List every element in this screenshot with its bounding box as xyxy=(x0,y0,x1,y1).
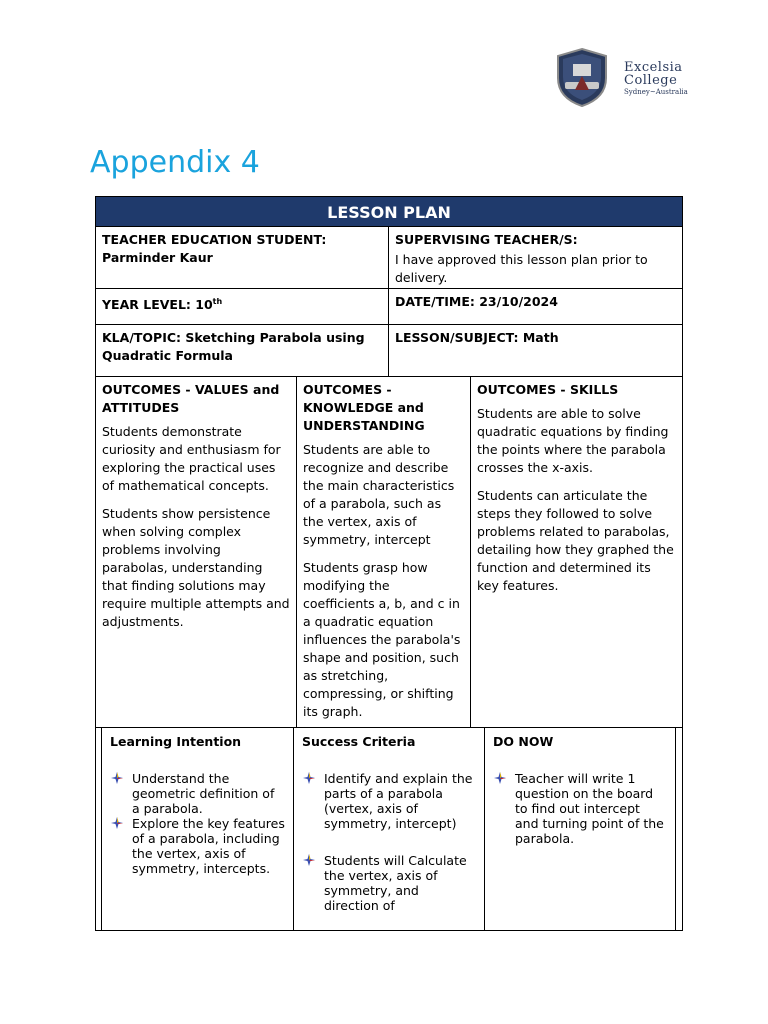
datetime: DATE/TIME: 23/10/2024 xyxy=(395,294,558,309)
logo-line-1: Excelsia xyxy=(624,60,683,75)
list-item xyxy=(110,771,285,816)
lesson-plan-header: LESSON PLAN xyxy=(95,196,683,227)
bullet-star-icon xyxy=(493,771,507,785)
do-now-item: Teacher will write 1 question on the board to find out intercept and turning point of the parabola. xyxy=(515,771,664,846)
appendix-title: Appendix 4 xyxy=(90,145,260,180)
success-criteria-title: Success Criteria xyxy=(302,734,416,749)
college-logo xyxy=(551,46,686,108)
learning-intention-item: Understand the geometric definition of a parabola. xyxy=(132,771,275,816)
supervising-label: SUPERVISING TEACHER/S: xyxy=(395,232,578,247)
kla-topic-cell xyxy=(95,324,389,377)
teacher-student-label: TEACHER EDUCATION STUDENT: xyxy=(102,232,327,247)
year-level-cell xyxy=(95,288,389,325)
outcomes-skills-cell xyxy=(470,376,683,728)
lesson-subject-cell xyxy=(388,324,683,377)
outcomes-values-paragraph: Students demonstrate curiosity and enthusiasm for exploring the practical uses of mathematical concepts. xyxy=(102,424,281,493)
lesson-subject: LESSON/SUBJECT: Math xyxy=(395,330,559,345)
list-item xyxy=(110,816,285,876)
outcomes-skills-title: OUTCOMES - SKILLS xyxy=(477,382,619,397)
logo-line-3: Sydney~Australia xyxy=(624,88,688,96)
kla-topic: KLA/TOPIC: Sketching Parabola using Quadratic Formula xyxy=(102,330,365,363)
logo-line-2: College xyxy=(624,73,678,88)
year-level: YEAR LEVEL: 10 xyxy=(102,297,213,313)
supervising-text: I have approved this lesson plan prior to delivery. xyxy=(395,252,648,285)
success-criteria-cell xyxy=(293,727,485,931)
bullet-star-icon xyxy=(110,816,124,830)
outcomes-skills-paragraph: Students are able to solve quadratic equations by finding the points where the parabola crosses the x-axis. xyxy=(477,406,669,475)
outcomes-values-title: OUTCOMES - VALUES and ATTITUDES xyxy=(102,382,280,415)
learning-intention-item: Explore the key features of a parabola, including the vertex, axis of symmetry, intercepts. xyxy=(132,816,285,876)
success-criteria-item: Students will Calculate the vertex, axis of symmetry, and direction of xyxy=(324,853,467,913)
list-item xyxy=(302,771,476,831)
outcomes-values-cell xyxy=(95,376,297,728)
bullet-star-icon xyxy=(110,771,124,785)
supervising-cell xyxy=(388,226,683,289)
teacher-student-cell xyxy=(95,226,389,289)
outcomes-knowledge-title: OUTCOMES - KNOWLEDGE and UNDERSTANDING xyxy=(303,382,425,433)
outcomes-values-paragraph: Students show persistence when solving complex problems involving parabolas, understanding that finding solutions may require multiple attempts and adjustments. xyxy=(102,506,290,629)
teacher-student-name: Parminder Kaur xyxy=(102,250,213,265)
crest-icon xyxy=(551,46,613,108)
list-item xyxy=(493,771,667,846)
outcomes-knowledge-paragraph: Students are able to recognize and describe the main characteristics of a parabola, such as the vertex, axis of symmetry, intercept xyxy=(303,442,455,547)
list-item xyxy=(302,853,476,913)
datetime-cell xyxy=(388,288,683,325)
learning-intention-cell xyxy=(101,727,294,931)
outcomes-knowledge-cell xyxy=(296,376,471,728)
outcomes-knowledge-paragraph: Students grasp how modifying the coefficients a, b, and c in a quadratic equation influences the parabola's shape and position, such as stretching, compressing, or shifting its graph. xyxy=(303,560,461,719)
outcomes-skills-paragraph: Students can articulate the steps they followed to solve problems related to parabolas, detailing how they graphed the function and determined its key features. xyxy=(477,488,674,593)
bullet-star-icon xyxy=(302,771,316,785)
do-now-title: DO NOW xyxy=(493,734,554,749)
success-criteria-item: Identify and explain the parts of a parabola (vertex, axis of symmetry, intercept) xyxy=(324,771,473,831)
learning-intention-title: Learning Intention xyxy=(110,734,242,749)
do-now-cell xyxy=(484,727,676,931)
year-level-suffix: th xyxy=(212,297,223,306)
bullet-star-icon xyxy=(302,853,316,867)
